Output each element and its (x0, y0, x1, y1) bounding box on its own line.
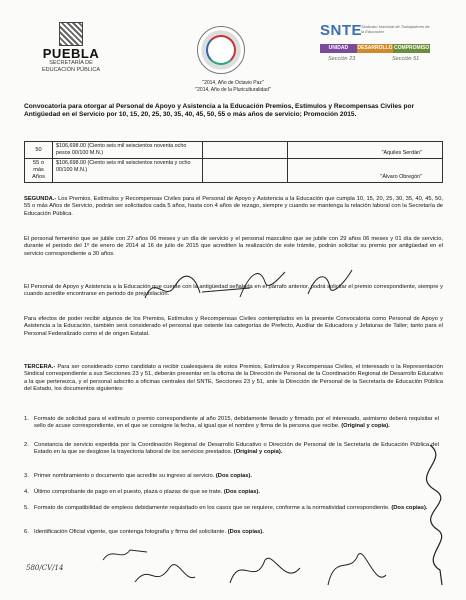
list-item-text: Último comprobante de pago en el puesto, plaza o plazas de que se trate. (34, 489, 223, 495)
paragraph-efectos: Para efectos de poder recibir algunos de los Premios, Estímulos y Recompensas Civiles contemplados en la presente Convocatoria como Personal de Apoyo y Asistencia a la Educación, también será considerado el personal que ostente las categorías de Prefecto, Auxiliar de Educadora y Jefaturas de Taller; tanto para el Personal Federalizado como el de origen Estatal. (24, 316, 443, 337)
puebla-logo-sub1: SECRETARÍA DE (49, 60, 93, 66)
table-cell-amount: $106,698.00 (Ciento seis mil seiscientos noventa y ocho 00/100 M.N.) (53, 159, 203, 183)
snte-bar-compromiso: COMPROMISO (394, 45, 430, 51)
center-emblem-icon (197, 26, 245, 74)
clause-label-segunda: SEGUNDA.- (24, 196, 57, 202)
snte-logo (320, 22, 440, 72)
table-cell-award: "Aquiles Serdán" (288, 142, 443, 159)
list-item-copies: (Original y copia). (233, 449, 283, 456)
list-item-copies: (Dos copias). (391, 505, 428, 511)
list-item-text: Formato de compatibilidad de empleos debidamente requisitado en los casos que se requiere, conforme a la normatividad correspondiente. (34, 505, 390, 511)
paragraph-segunda-text: Los Premios, Estímulos y Recompensas Civiles para el Personal de Apoyo y Asistencia a la Educación que cumpla 10, 15, 20, 25, 30, 35, 40, 45, 50, 55 o más Años de Servicio, podrán ser solicitados cada 5 años, hasta con 4 años de rezago, siempre y cuando se mantenga la relación laboral con la Secretaría de Educación Pública. (24, 196, 444, 217)
paragraph-segunda (24, 196, 443, 218)
amounts-table (24, 141, 443, 183)
table-cell-empty (203, 142, 288, 159)
year-motto-2: "2014, Año de la Pluriculturalidad" (195, 87, 271, 93)
paragraph-tercera (24, 364, 443, 393)
list-item-number: 4. (24, 489, 29, 495)
list-item-copies: (Dos copias). (227, 529, 264, 535)
list-item-number: 6. (24, 529, 29, 535)
year-motto-1: "2014, Año de Octavio Paz" (202, 80, 264, 86)
snte-logo-word: SNTE (320, 22, 363, 39)
list-item-copies: (Original y copia). (341, 423, 390, 430)
page-title: Convocatoria para otorgar al Personal de Apoyo y Asistencia a la Educación Premios, Estímulos y Recompensas Civiles por Antigüedad en el Servicio por 10, 15, 20, 25, 30, 35, 40, 45, 50, 55 o más años de servicio; Promoción 2015. (24, 103, 415, 119)
signature-icon (100, 542, 150, 566)
puebla-logo (26, 22, 116, 80)
list-item-number: 1. (24, 416, 29, 422)
list-item-number: 5. (24, 505, 29, 511)
list-item-copies: (Dos copias). (223, 489, 260, 495)
signature-icon (300, 262, 360, 302)
table-cell-empty (203, 159, 288, 183)
signature-icon (320, 545, 390, 593)
signature-icon (230, 262, 290, 302)
list-item-number: 3. (24, 473, 29, 479)
puebla-logo-sub2: EDUCACIÓN PÚBLICA (41, 66, 101, 73)
paragraph-tercera-text: Para ser considerado como candidato a recibir cualesquiera de estos Premios, Estímulos y Recompensas Civiles, el interesado o la Representación Sindical correspondiente a sus Secciones 23 y 51, deberán presentar en la oficina de la Dirección de Personal de la Coordinación Regional de Desarrollo Educativo a la que pertenezca, y el personal adscrito a oficinas centrales del SNTE, Secciones 23 y 51, ante la Dirección de Personal de la Secretaría de Educación Pública del Estado, los documentos siguientes: (24, 364, 443, 392)
puebla-emblem-icon (59, 22, 83, 46)
table-cell-award: "Álvaro Obregón" (288, 159, 443, 183)
table-cell-amount: $106,698.00 (Ciento seis mil seiscientos noventa ocho pesos 00/100 M.N.) (53, 142, 203, 159)
snte-logo-bar (320, 44, 430, 53)
snte-bar-desarrollo: DESARROLLO (357, 45, 393, 51)
document-code: 580/CV/14 (26, 564, 64, 572)
puebla-logo-name: PUEBLA (42, 46, 100, 61)
list-item-text: Primer nombramiento o documento que acredite su ingreso al servicio. (34, 473, 215, 479)
list-item-number: 2. (24, 442, 29, 448)
signature-icon (400, 440, 460, 590)
table-row (25, 142, 443, 159)
snte-section-right: Sección 51 (392, 56, 420, 62)
list-item-copies: (Dos copias). (215, 473, 252, 479)
table-cell-years: 50 (25, 142, 53, 159)
list-item-text: Formato de solicitud para el estímulo o premio correspondiente al año 2015, debidamente llenado y firmado por el interesado, asimismo deberá requisitar el sello de acuse correspondiente, en el que se consigne la fecha, al igual que el nombre y firma de la persona que recibe. (34, 416, 439, 430)
table-cell-years: 55 o más Años (25, 159, 53, 183)
table-row (25, 159, 443, 183)
clause-label-tercera: TERCERA.- (24, 364, 56, 370)
paragraph-femenino: El personal femenino que se jubile con 27 años 06 meses y un día de servicio y el personal masculino que se jubile con 29 años 06 meses y 01 día de servicio, durante el periodo del 1º de enero de 2014 al 16 de julio de 2015 que acrediten la realización de este trámite, podrán solicitar su premio por antigüedad en el servicio correspondiente a 30 años. (24, 236, 443, 257)
signature-icon (225, 548, 305, 592)
snte-section-left: Sección 23 (328, 56, 356, 62)
snte-bar-unidad: UNIDAD (320, 44, 357, 53)
list-item-text: Identificación Oficial vigente, que contenga fotografía y firma del solicitante. (34, 529, 227, 535)
list-item-text: Constancia de servicio expedida por la Coordinación Regional de Desarrollo Educativo o Dirección de Personal de la Secretaría de Educación Pública del Estado en la que se desglose la trayectoria laboral de los servicios prestados. (34, 442, 439, 456)
snte-logo-org: Sindicato Nacional de Trabajadores de la Educación (361, 24, 430, 34)
paragraph-apoyo: El Personal de Apoyo y Asistencia a la Educación que cuente con la antigüedad señalada en el párrafo anterior, podrá solicitar el premio correspondiente, siempre y cuando acredite encontrarse en periodo de prejubilación. (24, 284, 443, 298)
